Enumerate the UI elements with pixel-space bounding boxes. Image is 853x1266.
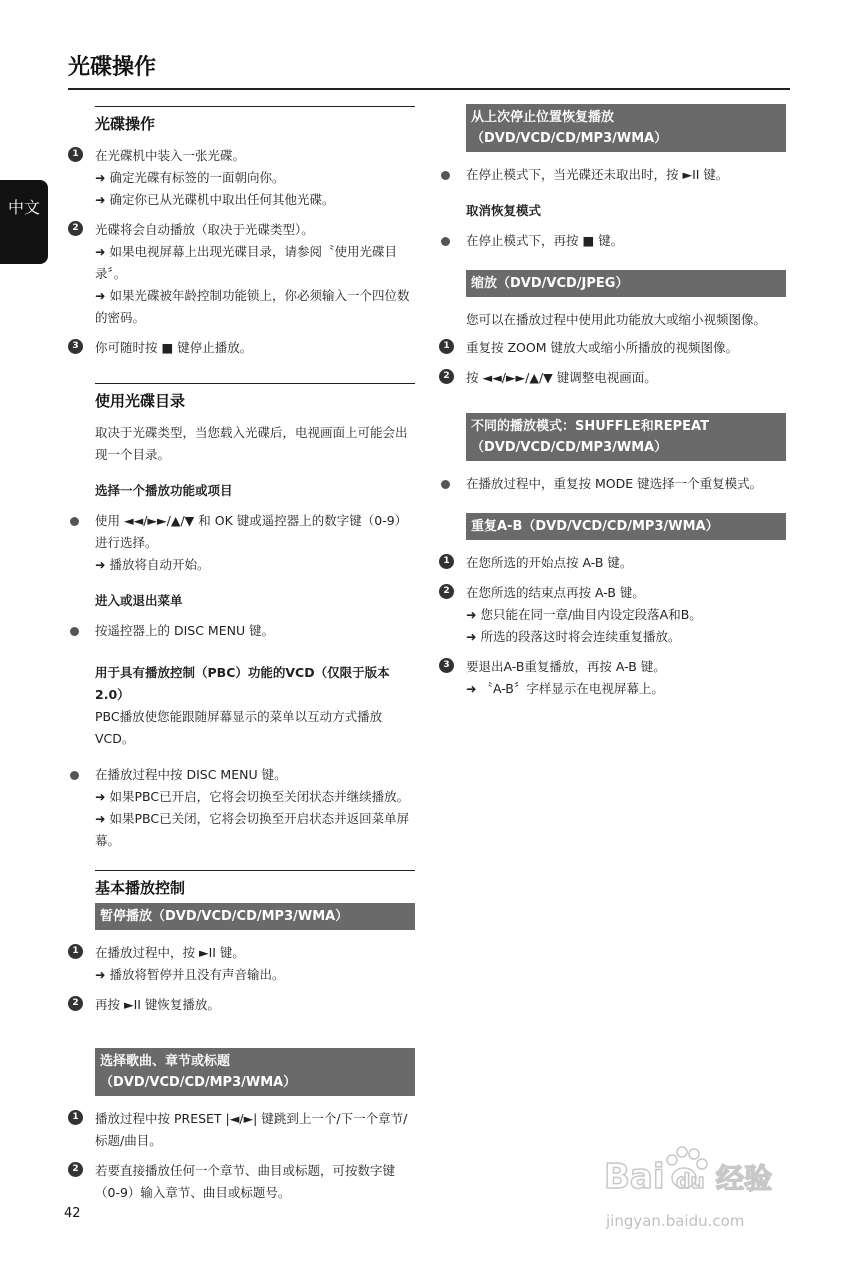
select-track-steps: [72, 1108, 415, 1204]
subheading-menu: 进入或退出菜单: [95, 593, 183, 608]
resume-text: 在停止模式下，当光碟还未取出时，按 ►II 键。: [466, 167, 729, 182]
step-text: 按 ◄◄/►►/▲/▼ 键调整电视画面。: [466, 370, 657, 385]
numbered-step: [72, 942, 415, 986]
step-number-icon: 1: [439, 554, 454, 569]
pbc-intro: PBC播放使您能跟随屏幕显示的菜单以互动方式播放VCD。: [95, 709, 383, 746]
pbc-note-off: ➜ 如果PBC已关闭，它将会切换至开启状态并返回菜单屏幕。: [95, 811, 410, 848]
step-text: 要退出A-B重复播放，再按 A-B 键。: [466, 659, 666, 674]
step-note: ➜ 所选的段落这时将会连续重复播放。: [466, 629, 681, 644]
subheading-pbc: 用于具有播放控制（PBC）功能的VCD（仅限于版本2.0）: [95, 665, 390, 702]
numbered-step: [72, 337, 415, 359]
numbered-step: [443, 367, 786, 389]
section-rule: [95, 106, 415, 107]
pbc-note-on: ➜ 如果PBC已开启，它将会切换至关闭状态并继续播放。: [95, 789, 410, 804]
zoom-intro: 您可以在播放过程中使用此功能放大或缩小视频图像。: [466, 312, 767, 327]
step-number-icon: 1: [68, 147, 83, 162]
numbered-step: [72, 1160, 415, 1204]
step-note: ➜ 如果光碟被年龄控制功能锁上，你必须输入一个四位数的密码。: [95, 288, 410, 325]
disc-menu-intro: 取决于光碟类型，当您载入光碟后，电视画面上可能会出现一个目录。: [95, 425, 408, 462]
select-note: ➜ 播放将自动开始。: [95, 557, 210, 572]
svg-text:du: du: [676, 1169, 705, 1193]
numbered-step: [443, 552, 786, 574]
step-text: 在您所选的开始点按 A-B 键。: [466, 555, 633, 570]
section-title-disc-menu: 使用光碟目录: [95, 392, 186, 410]
title-rule: [68, 88, 790, 90]
step-number-icon: 2: [439, 584, 454, 599]
bullet-dot-icon: [441, 480, 450, 489]
step-text: 光碟将会自动播放（取决于光碟类型）。: [95, 222, 314, 237]
menu-text: 按遥控器上的 DISC MENU 键。: [95, 623, 275, 638]
section-rule: [95, 383, 415, 384]
step-note: ➜ 播放将暂停并且没有声音输出。: [95, 967, 285, 982]
baidu-watermark-logo: [604, 1138, 804, 1233]
bullet-dot-icon: [441, 237, 450, 246]
shuffle-heading-bar: 不同的播放模式：SHUFFLE和REPEAT（DVD/VCD/CD/MP3/WMA）: [466, 413, 786, 461]
ab-repeat-heading-bar: 重复A-B（DVD/VCD/CD/MP3/WMA）: [466, 513, 786, 540]
numbered-step: [72, 219, 415, 329]
step-number-icon: 1: [68, 1110, 83, 1125]
section-title-basic-playback: 基本播放控制: [95, 879, 186, 897]
watermark-url: jingyan.baidu.com: [606, 1212, 745, 1230]
step-number-icon: 3: [68, 339, 83, 354]
step-text: 重复按 ZOOM 键放大或缩小所播放的视频图像。: [466, 340, 738, 355]
bullet-item: [466, 473, 786, 495]
step-text: 在您所选的结束点再按 A-B 键。: [466, 585, 645, 600]
bullet-item: [95, 510, 415, 576]
step-number-icon: 2: [439, 369, 454, 384]
numbered-step: [72, 994, 415, 1016]
bullet-dot-icon: [441, 171, 450, 180]
section-rule: [95, 870, 415, 871]
section-title-disc-operation: 光碟操作: [95, 115, 156, 133]
numbered-step: [443, 582, 786, 648]
step-note: ➜ 您只能在同一章/曲目内设定段落A和B。: [466, 607, 702, 622]
language-tab: 中文: [0, 180, 48, 264]
numbered-step: [72, 1108, 415, 1152]
step-note: ➜ 确定你已从光碟机中取出任何其他光碟。: [95, 192, 335, 207]
page-number: 42: [64, 1206, 81, 1221]
bullet-dot-icon: [70, 627, 79, 636]
left-column: [72, 106, 415, 1212]
pause-heading-bar: 暂停播放（DVD/VCD/CD/MP3/WMA）: [95, 903, 415, 930]
resume-heading-bar: 从上次停止位置恢复播放（DVD/VCD/CD/MP3/WMA）: [466, 104, 786, 152]
step-number-icon: 2: [68, 1162, 83, 1177]
step-number-icon: 1: [439, 339, 454, 354]
bullet-item: [95, 764, 415, 852]
subheading-cancel-resume: 取消恢复模式: [466, 203, 542, 218]
bullet-dot-icon: [70, 517, 79, 526]
bullet-item: [95, 620, 415, 642]
step-note: ➜ 确定光碟有标签的一面朝向你。: [95, 170, 285, 185]
right-column: [443, 104, 786, 708]
pause-steps: [72, 942, 415, 1016]
pbc-text: 在播放过程中按 DISC MENU 键。: [95, 767, 287, 782]
step-note: ➜ 如果电视屏幕上出现光碟目录，请参阅〝使用光碟目录〞。: [95, 244, 397, 281]
zoom-heading-bar: 缩放（DVD/VCD/JPEG）: [466, 270, 786, 297]
step-text: 若要直接播放任何一个章节、曲目或标题，可按数字键（0-9）输入章节、曲目或标题号。: [95, 1163, 396, 1200]
step-number-icon: 2: [68, 221, 83, 236]
step-note: ➜ 〝A-B〞字样显示在电视屏幕上。: [466, 681, 664, 696]
bullet-item: [466, 230, 786, 252]
bullet-dot-icon: [70, 771, 79, 780]
step-number-icon: 1: [68, 944, 83, 959]
numbered-step: [443, 337, 786, 359]
disc-operation-steps: [72, 145, 415, 359]
subheading-select: 选择一个播放功能或项目: [95, 483, 233, 498]
step-number-icon: 2: [68, 996, 83, 1011]
bullet-item: [466, 164, 786, 186]
step-number-icon: 3: [439, 658, 454, 673]
step-text: 你可随时按 ■ 键停止播放。: [95, 340, 253, 355]
shuffle-text: 在播放过程中，重复按 MODE 键选择一个重复模式。: [466, 476, 763, 491]
step-text: 播放过程中按 PRESET |◄/►| 键跳到上一个/下一个章节/标题/曲目。: [95, 1111, 408, 1148]
select-text: 使用 ◄◄/►►/▲/▼ 和 OK 键或遥控器上的数字键（0-9）进行选择。: [95, 513, 408, 550]
numbered-step: [443, 656, 786, 700]
select-track-heading-bar: 选择歌曲、章节或标题（DVD/VCD/CD/MP3/WMA）: [95, 1048, 415, 1096]
svg-text:经验: 经验: [716, 1162, 773, 1195]
zoom-steps: [443, 337, 786, 389]
page-title: 光碟操作: [68, 55, 157, 80]
step-text: 在光碟机中装入一张光碟。: [95, 148, 246, 163]
cancel-text: 在停止模式下，再按 ■ 键。: [466, 233, 624, 248]
svg-text:Bai: Bai: [604, 1157, 665, 1197]
step-text: 在播放过程中，按 ►II 键。: [95, 945, 245, 960]
step-text: 再按 ►II 键恢复播放。: [95, 997, 220, 1012]
ab-repeat-steps: [443, 552, 786, 700]
numbered-step: [72, 145, 415, 211]
